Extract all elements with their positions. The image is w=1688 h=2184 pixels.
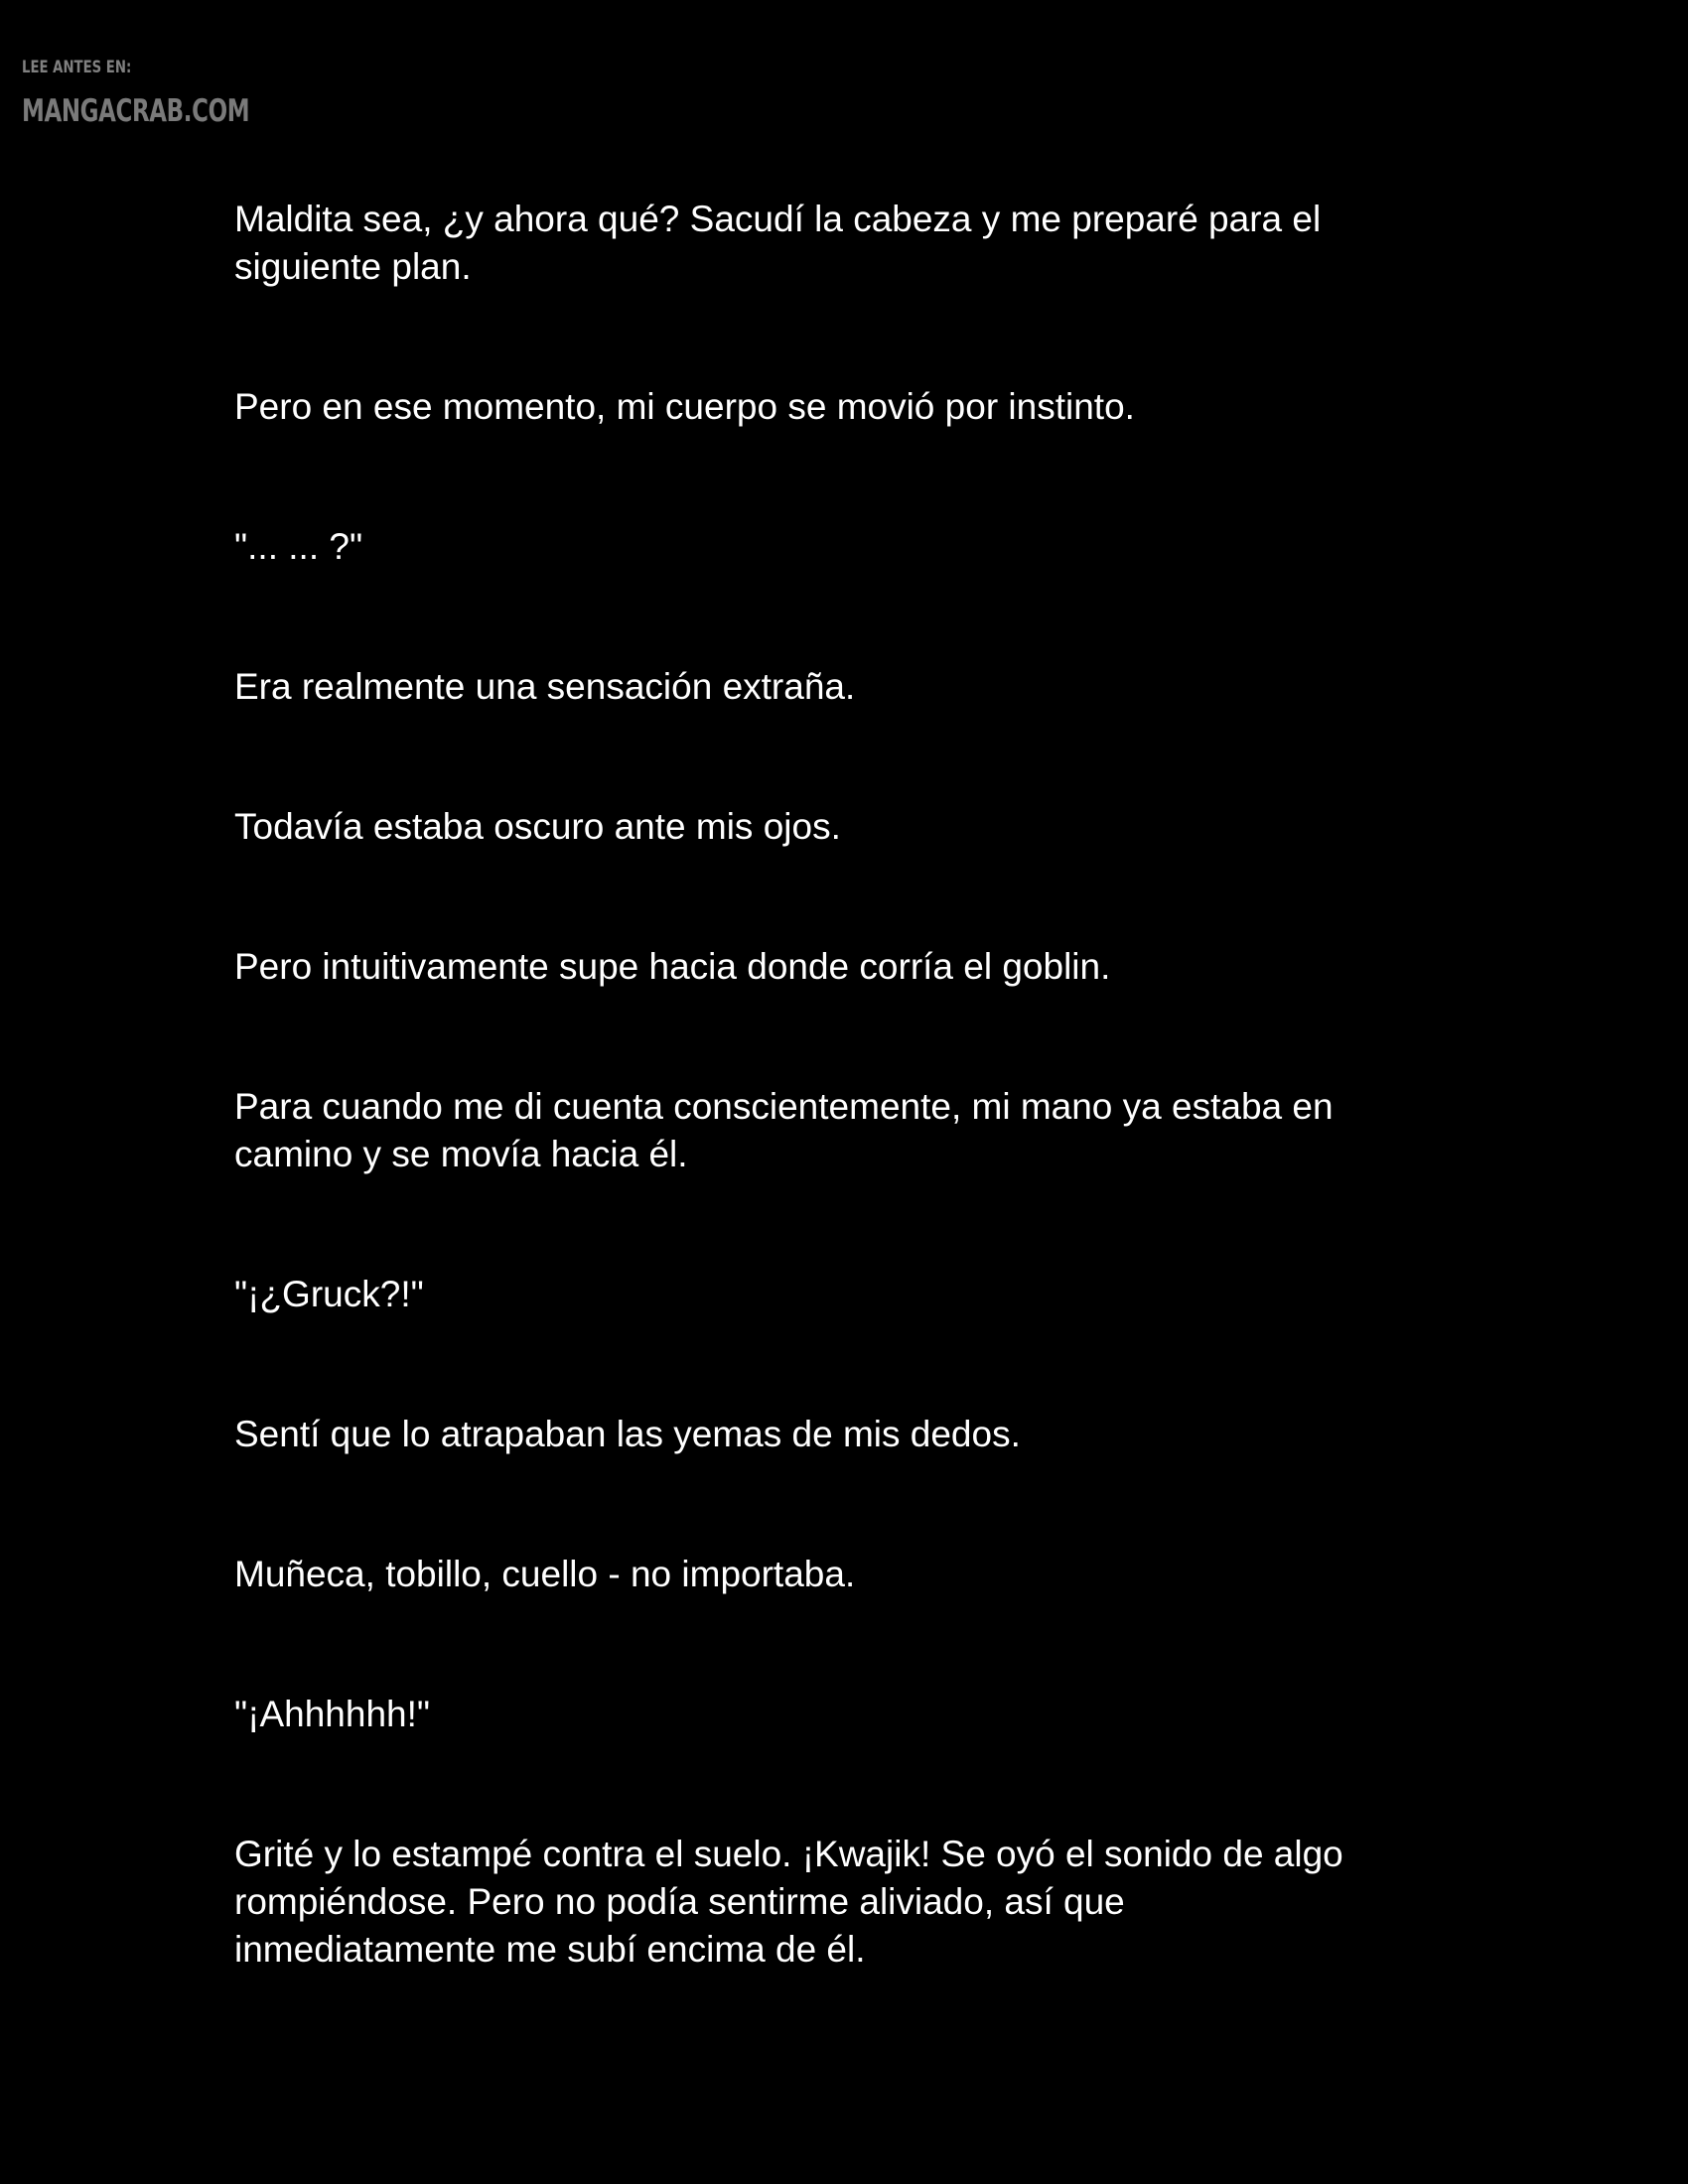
paragraph: Era realmente una sensación extraña.	[234, 666, 856, 707]
watermark-logo	[22, 58, 330, 129]
paragraph: Para cuando me di cuenta conscientemente, mi mano ya estaba en camino y se movía hacia él.	[234, 1086, 1334, 1174]
paragraph: "¡Ahhhhhh!"	[234, 1694, 431, 1734]
watermark-caption: LEE ANTES EN:	[22, 58, 132, 77]
paragraph: Sentí que lo atrapaban las yemas de mis dedos.	[234, 1414, 1021, 1454]
watermark-site: MANGACRAB.COM	[22, 93, 250, 129]
paragraph: Pero en ese momento, mi cuerpo se movió por instinto.	[234, 386, 1135, 427]
paragraph: Pero intuitivamente supe hacia donde corría el goblin.	[234, 946, 1111, 987]
paragraph: Maldita sea, ¿y ahora qué? Sacudí la cabeza y me preparé para el siguiente plan.	[234, 199, 1322, 287]
paragraph: Todavía estaba oscuro ante mis ojos.	[234, 806, 841, 847]
paragraph: Grité y lo estampé contra el suelo. ¡Kwajik! Se oyó el sonido de algo rompiéndose. Pero no podía sentirme aliviado, así que inmediatamente me subí encima de él.	[234, 1834, 1343, 1970]
paragraph: "¡¿Gruck?!"	[234, 1274, 424, 1314]
paragraph: "... ... ?"	[234, 526, 363, 567]
paragraph: Muñeca, tobillo, cuello - no importaba.	[234, 1554, 856, 1594]
